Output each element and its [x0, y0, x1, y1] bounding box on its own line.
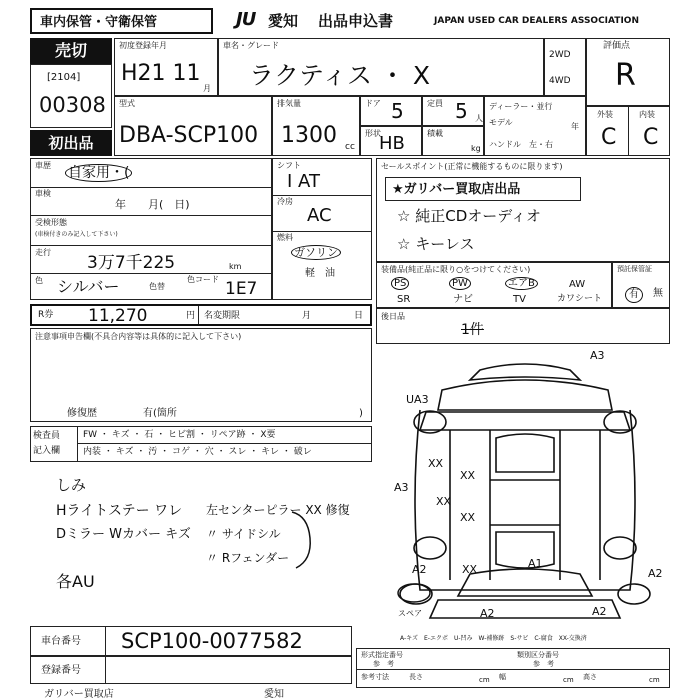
color-code-label: 色コード [187, 275, 219, 284]
tax-value: 11,270 [88, 306, 148, 326]
inspector-label-1: 検査員 [33, 431, 61, 441]
reg-number-box [30, 656, 352, 684]
fuel-label: 燃料 [277, 233, 293, 242]
km-unit: km [229, 262, 242, 271]
mark-a1: A1 [528, 557, 543, 570]
equip-pw [449, 279, 471, 289]
repair-value: 有(箇所 [143, 408, 177, 419]
drive-2wd: 2WD [549, 50, 571, 60]
shift-value: I AT [287, 171, 320, 192]
mark-xx-2: XX [460, 469, 476, 482]
displacement-box [272, 96, 360, 156]
transfer-month: 月 [302, 311, 312, 321]
dimensions-label: 参考寸法 [361, 673, 389, 681]
mark-xx-3: XX [436, 495, 452, 508]
yen-unit: 円 [186, 311, 196, 321]
class-number-sub: 参 考 [533, 660, 554, 668]
reception-label: 受検形態 [35, 218, 67, 227]
equip-aw: AW [569, 279, 586, 290]
note-center-pillar: 左センターピラー XX 修復 [206, 503, 350, 517]
sales-points-box [376, 158, 670, 262]
interior-value: C [643, 125, 659, 150]
interior-label: 内装 [639, 110, 655, 119]
note-stain: しみ [56, 476, 87, 494]
ext-int-box [586, 106, 670, 156]
grade-box [586, 38, 670, 106]
cc-unit: cc [345, 142, 355, 152]
model-label: 型式 [119, 99, 135, 108]
form-number-sub: 参 考 [373, 660, 394, 668]
equip-ps [391, 279, 409, 289]
equip-tv: TV [513, 294, 526, 305]
later-items-value: 1件 [461, 322, 484, 338]
transfer-day: 日 [354, 311, 364, 321]
usage-label: 車歴 [35, 161, 51, 170]
shape-label: 形状 [365, 129, 381, 138]
gulliver-banner-text: ★ガリバー買取店出品 [392, 182, 521, 197]
mark-a3-top: A3 [590, 349, 605, 362]
recycle-yes: 有 [625, 287, 643, 303]
transfer-label: 名変期限 [204, 311, 241, 321]
chassis-box [30, 626, 352, 656]
mark-xx-1: XX [428, 457, 444, 470]
shape-value: HB [379, 133, 405, 154]
equip-airbag [505, 279, 538, 289]
mark-ua3: UA3 [406, 393, 429, 406]
width-label: 幅 [499, 673, 506, 681]
equip-ps-text: PS [391, 277, 409, 290]
footer-dealer: ガリバー買取店 [44, 689, 114, 700]
person-unit: 人 [475, 114, 483, 123]
equip-pw-text: PW [449, 277, 471, 290]
note-mirror: Dミラー Wカバー キズ [56, 527, 191, 542]
length-unit: cm [479, 676, 490, 684]
shape-box [360, 126, 422, 156]
sold-badge: 売切 [30, 38, 112, 64]
damage-legend: A-キズ E-エクボ U-凹み W-補修跡 S-サビ C-腐食 XX-交換済 [400, 635, 587, 642]
left-info-block [30, 158, 272, 300]
color-value: シルバー [57, 277, 120, 296]
load-box [422, 126, 484, 156]
notes-box [30, 328, 372, 422]
reg-date-label: 初度登録年月 [119, 41, 167, 50]
length-label: 長さ [409, 673, 423, 681]
class-number-label: 類別区分番号 [517, 651, 559, 659]
mileage-value: 3万7千225 [87, 253, 176, 273]
footer-region: 愛知 [264, 689, 284, 700]
drive-box [544, 38, 586, 96]
equip-sr: SR [397, 294, 411, 305]
mark-a2-right: A2 [648, 567, 663, 580]
usage-value [65, 166, 132, 180]
doors-box [360, 96, 422, 126]
lot-box [30, 64, 112, 128]
mark-xx-5: XX [462, 563, 478, 576]
repair-label: 修復歴 [67, 408, 97, 419]
mark-xx-4: XX [460, 511, 476, 524]
spare-tire-icon [396, 582, 432, 604]
inspector-row-1: FW ・ キズ ・ 石 ・ ヒビ割 ・ リペア跡 ・ X要 [83, 430, 276, 440]
recycle-label: 預託保管証 [617, 265, 652, 273]
storage-box [30, 8, 213, 34]
spec-box [356, 648, 670, 688]
equip-leather: カワシート [557, 294, 603, 304]
inspector-row-2: 内装 ・ キズ ・ 汚 ・ コゲ ・ 穴 ・ スレ ・ キレ ・ 破レ [83, 447, 312, 457]
capacity-label: 定員 [427, 99, 443, 108]
repair-bracket [290, 510, 314, 570]
form-number-label: 形式指定番号 [361, 651, 403, 659]
shift-label: シフト [277, 161, 301, 170]
chassis-value: SCP100-0077582 [121, 629, 303, 653]
reg-date-value: H21 11 [121, 61, 201, 86]
capacity-value: 5 [455, 99, 468, 123]
inspector-label-2: 記入欄 [33, 446, 61, 456]
reg-date-box [114, 38, 218, 96]
first-listing-badge: 初出品 [30, 130, 112, 156]
storage-label: 車内保管・守衛保管 [40, 15, 158, 30]
recycle-box [612, 262, 670, 308]
inspection-label: 車検 [35, 189, 51, 198]
later-items-box [376, 308, 670, 344]
mark-a2-bottom: A2 [480, 607, 495, 620]
car-name-label: 車名・グレード [223, 41, 279, 50]
load-label: 積載 [427, 129, 443, 138]
model-year-label: モデル [489, 118, 513, 127]
gulliver-banner [385, 177, 581, 201]
sales-points-label: セールスポイント(正常に機能するものに限ります) [381, 162, 563, 171]
spare-label: スペア [398, 609, 422, 618]
mark-a2-br: A2 [592, 605, 607, 618]
model-value: DBA-SCP100 [119, 123, 259, 148]
recycle-no: 無 [653, 288, 663, 299]
note-each-au: 各AU [56, 572, 95, 591]
inspector-box [30, 426, 372, 462]
lot-number: 00308 [39, 93, 106, 117]
dealer-box [484, 96, 586, 156]
equip-navi: ナビ [453, 294, 473, 305]
inspection-value: 年 月( 日) [115, 198, 190, 211]
lot-code: [2104] [47, 72, 81, 83]
displacement-label: 排気量 [277, 99, 301, 108]
exterior-label: 外装 [597, 110, 613, 119]
fuel-value-text: ガソリン [291, 245, 341, 260]
equipment-label: 装備品(純正品に限り○をつけてください) [381, 265, 531, 274]
later-items-label: 後日品 [381, 312, 405, 321]
mark-a3-left: A3 [394, 481, 409, 494]
exterior-value: C [601, 125, 617, 150]
color-label: 色 [35, 276, 43, 285]
chassis-label: 車台番号 [41, 636, 81, 647]
aircon-label: 冷房 [277, 197, 293, 206]
capacity-box [422, 96, 484, 126]
note-r-fender: 〃 Rフェンダー [206, 551, 290, 565]
sales-point-2: ☆ キーレス [397, 235, 475, 253]
year-unit: 年 [571, 122, 579, 131]
color-code-value: 1E7 [225, 279, 258, 299]
sales-point-1: ☆ 純正CDオーディオ [397, 207, 542, 225]
model-box [114, 96, 272, 156]
drive-4wd: 4WD [549, 76, 571, 86]
grade-value: R [615, 58, 636, 93]
doors-label: ドア [365, 99, 381, 108]
fuel-value [291, 247, 341, 258]
mark-a2-left: A2 [412, 563, 427, 576]
displacement-value: 1300 [281, 123, 337, 148]
assoc-name: JAPAN USED CAR DEALERS ASSOCIATION [434, 16, 639, 26]
note-headlight: Hライトステー ワレ [56, 503, 183, 519]
notes-label: 注意事項申告欄(不具合内容等は具体的に記入して下さい) [35, 332, 242, 341]
equipment-box [376, 262, 612, 308]
fuel-alt: 軽 油 [305, 268, 335, 279]
car-name-value: ラクティス ・ X [249, 61, 431, 90]
repair-close: ) [359, 408, 363, 419]
note-side-sill: 〃 サイドシル [206, 527, 281, 541]
equip-airbag-text: エアB [505, 277, 538, 290]
color-swap-label: 色替 [149, 282, 165, 291]
form-title: 出品申込書 [318, 12, 394, 30]
grade-label: 評価点 [603, 41, 631, 51]
height-unit: cm [649, 676, 660, 684]
aircon-value: AC [307, 205, 332, 226]
reg-number-label: 登録番号 [41, 665, 81, 676]
doors-value: 5 [391, 99, 404, 123]
usage-value-text: 自家用・( [65, 164, 132, 182]
handle-label: ハンドル 左・右 [489, 140, 553, 149]
dealer-label: ディーラー・並行 [489, 102, 553, 111]
tax-box [30, 304, 372, 326]
month-unit: 月 [203, 84, 211, 93]
reception-note: (車検付きのみ記入して下さい) [35, 231, 118, 238]
org-name: 愛知 [268, 12, 299, 30]
width-unit: cm [563, 676, 574, 684]
kg-unit: kg [471, 144, 481, 153]
car-name-box [218, 38, 544, 96]
mileage-label: 走行 [35, 248, 51, 257]
tax-label: R券 [38, 310, 54, 320]
shift-block [272, 158, 372, 300]
height-label: 高さ [583, 673, 597, 681]
ju-logo: JU [236, 9, 256, 30]
